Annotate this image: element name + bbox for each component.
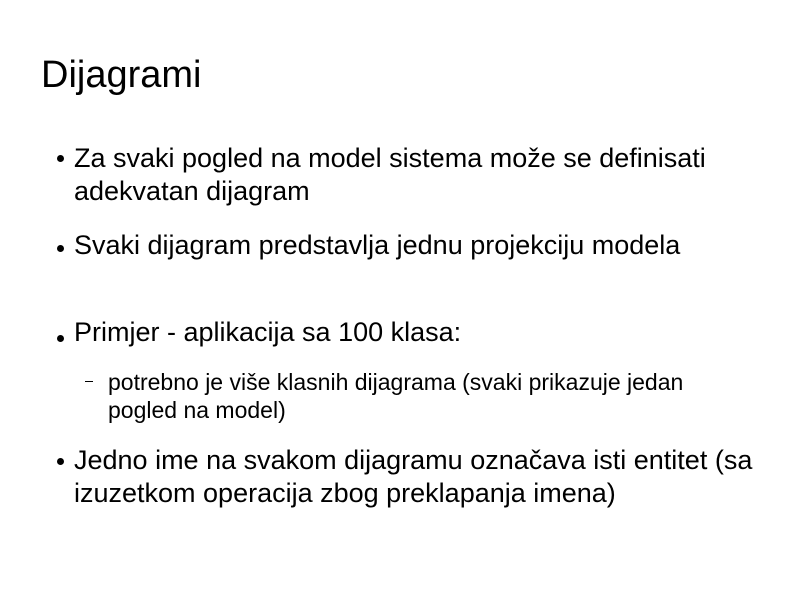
sub-bullet-text: potrebno je više klasnih dijagrama (svaki prikazuje jedan pogled na model) [108, 369, 684, 423]
bullet-dot-icon [57, 245, 64, 252]
bullet-text: Jedno ime na svakom dijagramu označava isti entitet (sa izuzetkom operacija zbog preklapanja imena) [74, 445, 753, 508]
bullet-dot-icon [57, 458, 64, 465]
slide-title: Dijagrami [41, 54, 202, 96]
bullet-text: Za svaki pogled na model sistema može se definisati adekvatan dijagram [74, 143, 706, 206]
bullet-text: Primjer - aplikacija sa 100 klasa: [74, 317, 462, 347]
dash-bullet-icon [85, 381, 93, 382]
bullet-dot-icon [57, 335, 64, 342]
bullet-dot-icon [57, 155, 64, 162]
bullet-text: Svaki dijagram predstavlja jednu projekciju modela [74, 230, 681, 260]
